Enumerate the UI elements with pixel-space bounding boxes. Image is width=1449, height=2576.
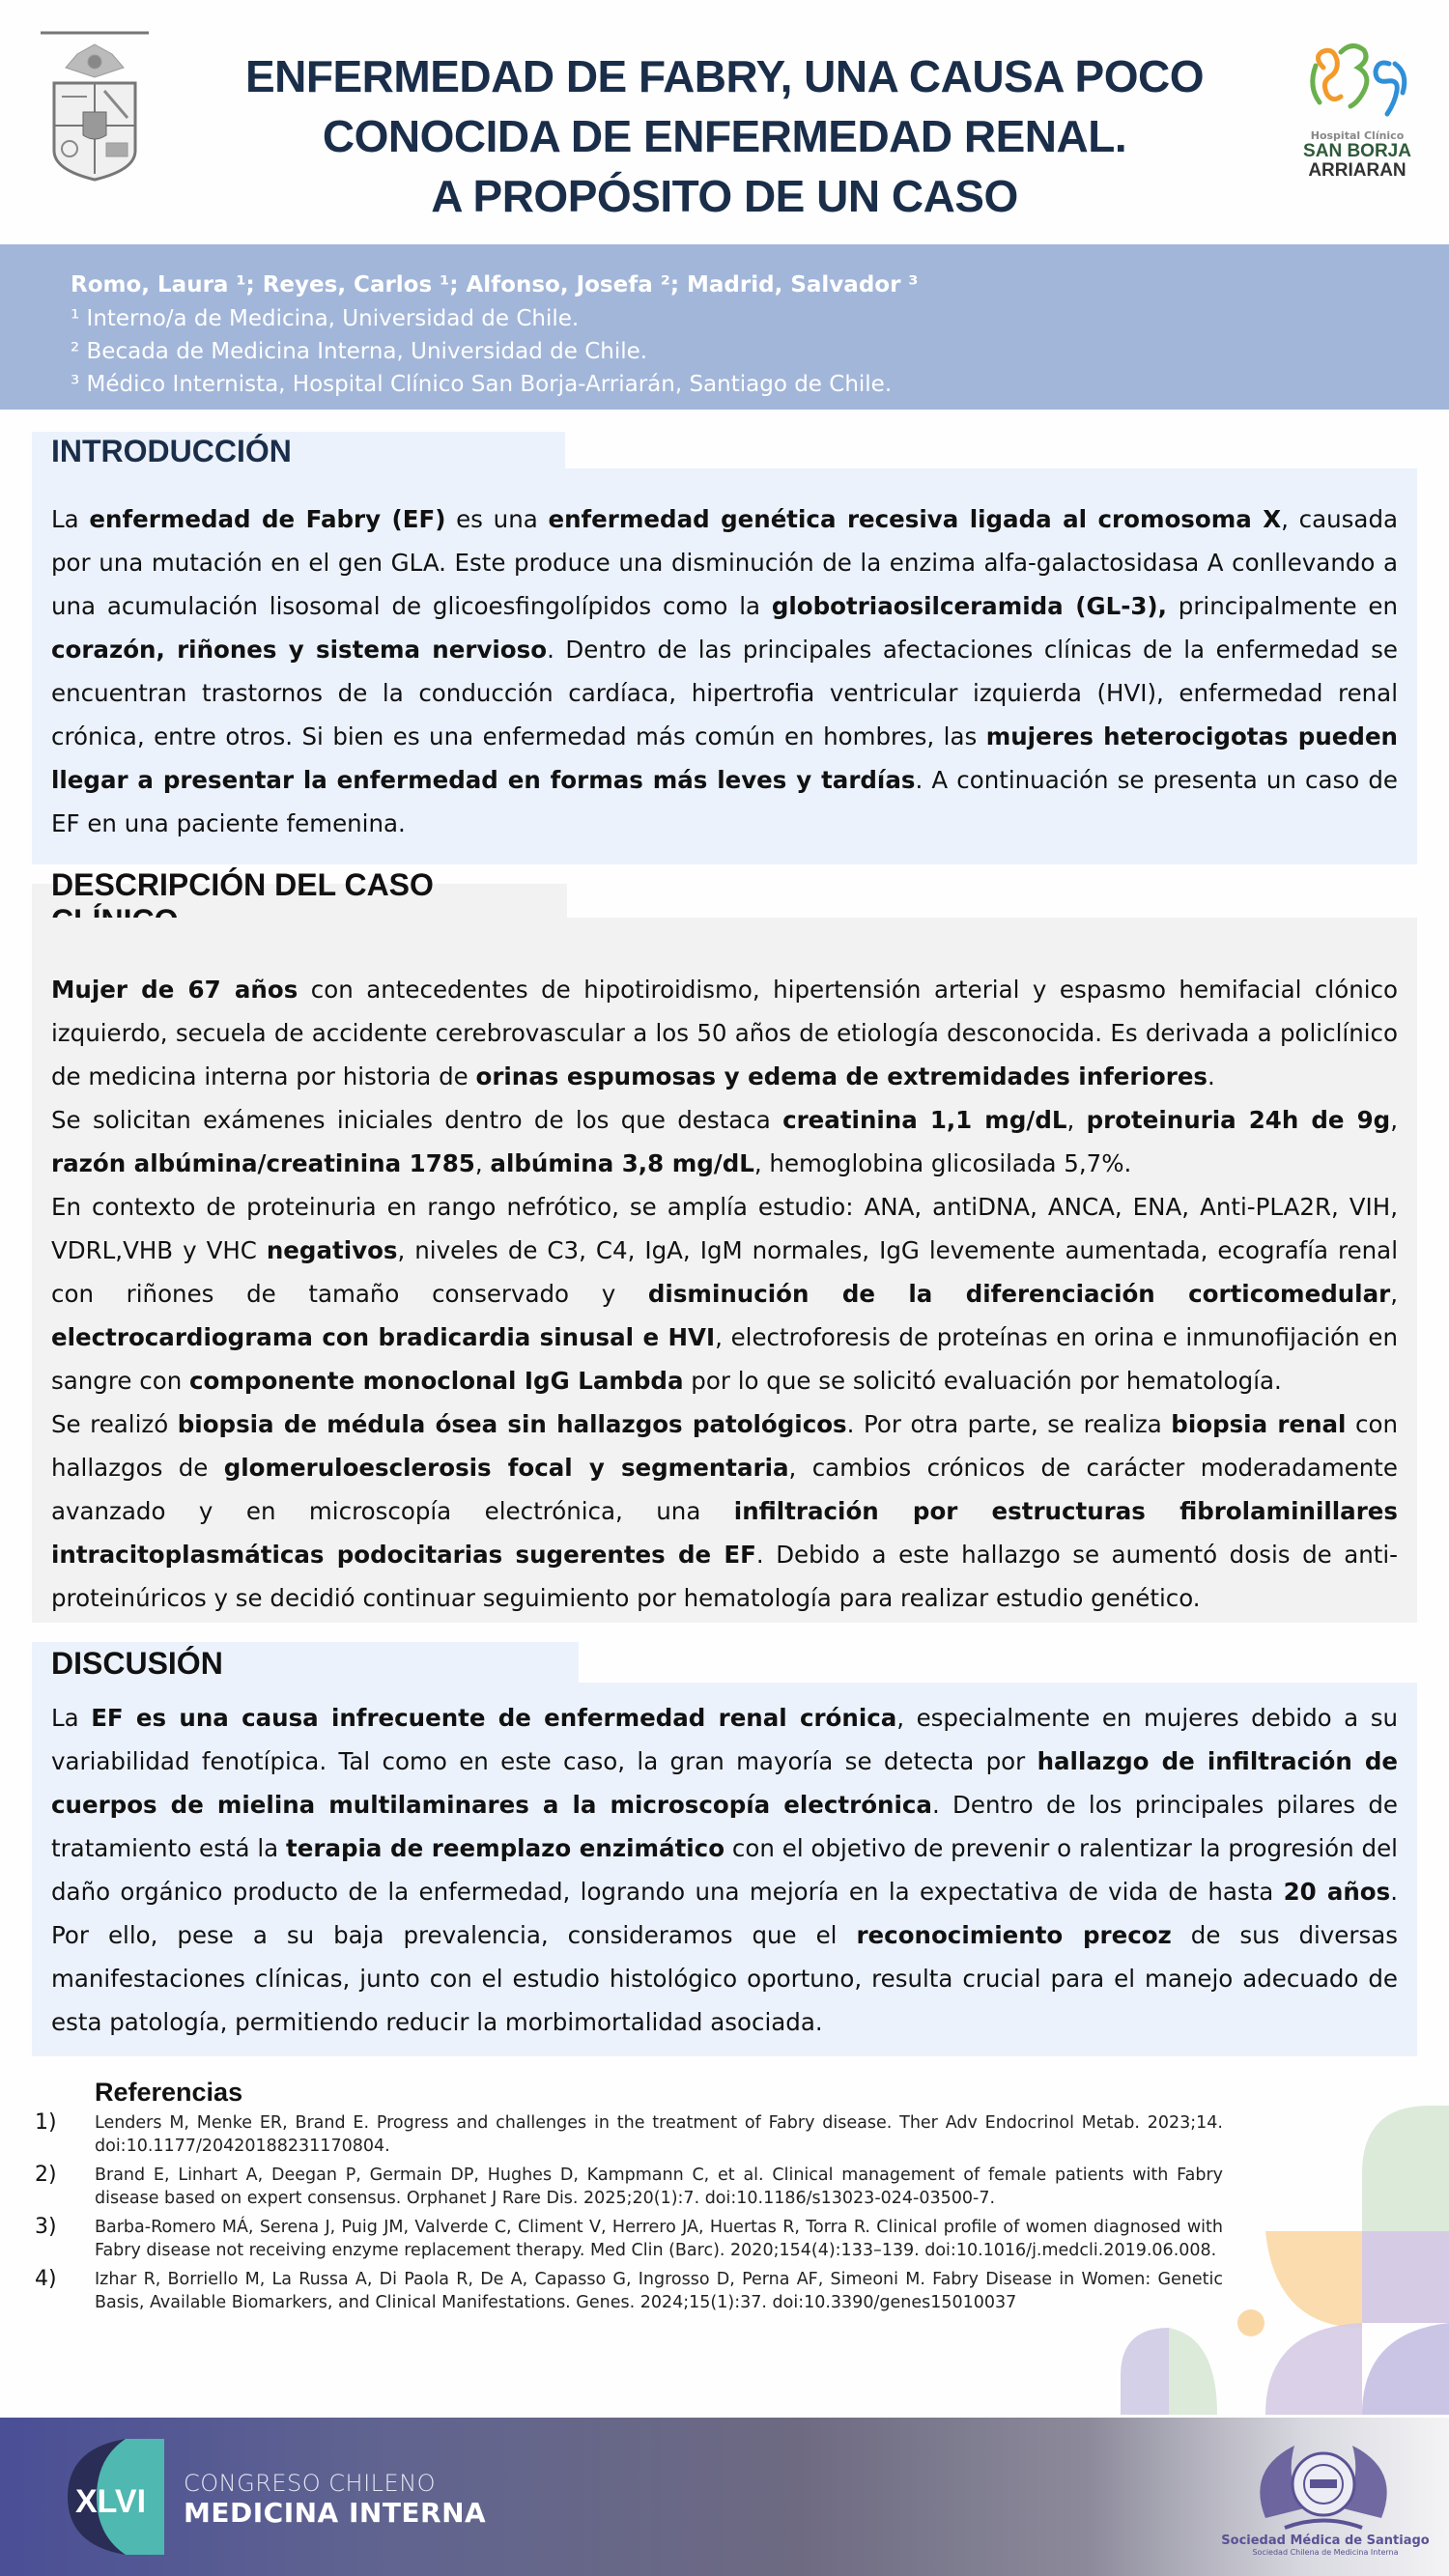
hospital-logo-line3: ARRIARAN (1308, 160, 1406, 181)
text-run: , (1390, 1280, 1398, 1308)
text-run: En contexto de proteinuria en rango nefrótico, se amplía estudio: ANA, antiDNA, ANCA, ENA, Anti-PLA2R, VIH, VDRL,VHB y VHC (51, 1193, 1398, 1264)
text-run: , electroforesis de proteínas en orina e inmunofijación en sangre con (51, 1323, 1398, 1395)
emphasized-text: terapia de reemplazo enzimático (286, 1834, 725, 1862)
emphasized-text: glomeruloesclerosis focal y segmentaria (223, 1454, 789, 1482)
emphasized-text: electrocardiograma con bradicardia sinusal e HVI (51, 1323, 716, 1351)
reference-number: 2) (35, 2163, 57, 2187)
society-subtitle: Sociedad Chilena de Medicina Interna (1252, 2548, 1399, 2557)
reference-number: 1) (35, 2110, 57, 2135)
references-title: Referencias (95, 2078, 243, 2107)
affiliation-2: ² Becada de Medicina Interna, Universidad de Chile. (71, 339, 648, 364)
society-name-line: Sociedad Médica de Santiago (1221, 2534, 1430, 2548)
emphasized-text: biopsia renal (1171, 1410, 1347, 1438)
text-run: con antecedentes de hipotiroidismo, hipertensión arterial y espasmo hemifacial clónico izquierdo, secuela de accidente cerebrovascular a los 50 años de etiología desconocida. Es derivada a policlínico de medicina interna por historia de (51, 976, 1398, 1090)
introduction-section (32, 468, 1417, 864)
case-paragraph (51, 1185, 1398, 1402)
discussion-section (32, 1683, 1417, 2056)
text-run: . A continuación se presenta un caso de EF en una paciente femenina. (51, 766, 1398, 837)
poster-title (193, 46, 1256, 226)
congress-footer-banner (0, 2418, 1449, 2576)
reference-number: 4) (35, 2267, 57, 2291)
emphasized-text: enfermedad de Fabry (EF) (89, 505, 446, 533)
congress-line-2: MEDICINA INTERNA (184, 2497, 487, 2529)
text-run: . Dentro de las principales afectaciones clínicas de la enfermedad se encuentran trastornos de la conducción cardíaca, hipertrofia ventricular izquierda (HVI), enfermedad renal crónica, entre otros. Si bien es una enfermedad más común en hombres, las (51, 636, 1398, 750)
society-name (1219, 2534, 1432, 2557)
reference-item (35, 2164, 1233, 2210)
emphasized-text: creatinina 1,1 mg/dL (782, 1106, 1067, 1134)
hospital-logo-line1: Hospital Clínico (1310, 129, 1405, 142)
case-text (51, 968, 1398, 1620)
poster-header (0, 0, 1449, 244)
text-run: por lo que se solicitó evaluación por hematología. (683, 1367, 1282, 1395)
case-paragraph (51, 1098, 1398, 1185)
text-run: Se solicitan exámenes iniciales dentro de los que destaca (51, 1106, 783, 1134)
emphasized-text: disminución de la diferenciación corticomedular (647, 1280, 1391, 1308)
section-heading-introduction: INTRODUCCIÓN (32, 432, 565, 470)
references-section (35, 2075, 1233, 2314)
emphasized-text: componente monoclonal IgG Lambda (189, 1367, 684, 1395)
title-line-3: A PROPÓSITO DE UN CASO (431, 171, 1018, 221)
hospital-figures-icon (1294, 39, 1420, 126)
emphasized-text: infiltración por estructuras fibrolaminillares intracitoplasmáticas podocitarias sugerentes de EF (51, 1497, 1398, 1569)
title-line-1: ENFERMEDAD DE FABRY, UNA CAUSA POCO (244, 51, 1204, 101)
reference-text: Izhar R, Borriello M, La Russa A, Di Paola R, De A, Capasso G, Ingrosso D, Perna AF, Simeoni M. Fabry Disease in Women: Genetic Basis, Available Biomarkers, and Clinical Manifestations. Genes. 2024;15(1):37. doi:10.3390/genes15010037 (95, 2270, 1223, 2312)
case-section (32, 918, 1417, 1623)
emphasized-text: Mujer de 67 años (51, 976, 298, 1004)
congress-crescent-logo-icon (58, 2429, 174, 2564)
discussion-text (51, 1696, 1398, 2044)
text-run: . (1208, 1062, 1215, 1090)
case-paragraph (51, 968, 1398, 1098)
emphasized-text: globotriaosilceramida (GL-3), (771, 592, 1167, 620)
emphasized-text: proteinuria 24h de 9g (1086, 1106, 1391, 1134)
text-run: , niveles de C3, C4, IgA, IgM normales, IgG levemente aumentada, ecografía renal con riñones de tamaño conservado y (51, 1236, 1398, 1308)
emphasized-text: reconocimiento precoz (856, 1921, 1172, 1949)
congress-numeral: XLVI (75, 2483, 147, 2520)
emphasized-text: orinas espumosas y edema de extremidades inferiores (475, 1062, 1208, 1090)
text-run: principalmente en (1166, 592, 1398, 620)
text-run: , (1390, 1106, 1398, 1134)
congress-line-1: CONGRESO CHILENO (184, 2470, 437, 2497)
emphasized-text: mujeres heterocigotas pueden llegar a presentar la enfermedad en formas más leves y tardías (51, 722, 1398, 794)
emphasized-text: corazón, riñones y sistema nervioso (51, 636, 548, 664)
reference-item (35, 2268, 1233, 2314)
emphasized-text: 20 años (1283, 1878, 1391, 1906)
emphasized-text: razón albúmina/creatinina 1785 (51, 1149, 475, 1177)
reference-item (35, 2111, 1233, 2158)
emphasized-text: EF es una causa infrecuente de enfermedad renal crónica (91, 1704, 897, 1732)
text-run: , cambios crónicos de carácter moderadamente avanzado y en microscopía electrónica, una (51, 1454, 1398, 1525)
emphasized-text: negativos (266, 1236, 398, 1264)
emphasized-text: enfermedad genética recesiva ligada al cromosoma X (548, 505, 1282, 533)
universidad-de-chile-crest-icon (41, 29, 162, 184)
text-run: . Debido a este hallazgo se aumentó dosis de anti-proteinúricos y se decidió continuar seguimiento por hematología para realizar estudio genético. (51, 1541, 1399, 1612)
introduction-text (51, 497, 1398, 845)
text-run: Se realizó (51, 1410, 178, 1438)
reference-text: Barba-Romero MÁ, Serena J, Puig JM, Valverde C, Climent V, Herrero JA, Huertas R, Torra R. Clinical profile of women diagnosed with Fabry disease not receiving enzyme replacement therapy. Med Clin (Barc). 2020;154(4):133–139. doi:10.1016/j.medcli.2019.06.008. (95, 2218, 1223, 2260)
text-run: , (474, 1149, 491, 1177)
hospital-logo (1294, 39, 1420, 184)
author-names: Romo, Laura ¹; Reyes, Carlos ¹; Alfonso, Josefa ²; Madrid, Salvador ³ (71, 272, 919, 297)
text-run: de sus diversas manifestaciones clínicas, junto con el estudio histológico oportuno, resulta crucial para el manejo adecuado de esta patología, permitiendo reducir la morbimortalidad asociada. (51, 1921, 1398, 2036)
authors-band (0, 244, 1449, 410)
text-run: , hemoglobina glicosilada 5,7%. (753, 1149, 1132, 1177)
text-run: . Por otra parte, se realiza (846, 1410, 1172, 1438)
text-run: La (51, 505, 90, 533)
text-run: . Por ello, pese a su baja prevalencia, consideramos que el (51, 1878, 1398, 1949)
reference-text: Brand E, Linhart A, Deegan P, Germain DP, Hughes D, Kampmann C, et al. Clinical management of female patients with Fabry disease based on expert consensus. Orphanet J Rare Dis. 2025;20(1):7. doi:10.1186/s13023-024-03500-7. (95, 2166, 1223, 2208)
text-run: . Dentro de los principales pilares de tratamiento está la (51, 1791, 1399, 1862)
affiliation-3: ³ Médico Internista, Hospital Clínico San Borja-Arriarán, Santiago de Chile. (71, 372, 893, 397)
reference-item (35, 2216, 1233, 2262)
section-heading-discussion: DISCUSIÓN (32, 1642, 579, 1684)
emphasized-text: hallazgo de infiltración de cuerpos de mielina multilaminares a la microscopía electrónica (51, 1747, 1399, 1819)
text-run: , (1066, 1106, 1087, 1134)
affiliation-1: ¹ Interno/a de Medicina, Universidad de Chile. (71, 306, 580, 331)
text-run: , especialmente en mujeres debido a su variabilidad fenotípica. Tal como en este caso, la gran mayoría se detecta por (51, 1704, 1398, 1775)
text-run: , causada por una mutación en el gen GLA. Este produce una disminución de la enzima alfa-galactosidasa A conllevando a una acumulación lisosomal de glicoesfingolípidos como la (51, 505, 1399, 620)
emphasized-text: biopsia de médula ósea sin hallazgos patológicos (177, 1410, 847, 1438)
text-run: es una (445, 505, 549, 533)
hospital-logo-line2: SAN BORJA (1303, 141, 1411, 161)
text-run: con el objetivo de prevenir o ralentizar la progresión del daño orgánico producto de la enfermedad, logrando una mejoría en la expectativa de vida de hasta (51, 1834, 1398, 1906)
text-run: La (51, 1704, 92, 1732)
title-line-2: CONOCIDA DE ENFERMEDAD RENAL. (322, 111, 1127, 161)
reference-number: 3) (35, 2215, 57, 2239)
case-paragraph (51, 1402, 1398, 1620)
section-heading-case: DESCRIPCIÓN DEL CASO (32, 884, 567, 922)
emphasized-text: albúmina 3,8 mg/dL (490, 1149, 754, 1177)
text-run: con hallazgos de (51, 1410, 1398, 1482)
reference-text: Lenders M, Menke ER, Brand E. Progress and challenges in the treatment of Fabry disease. Ther Adv Endocrinol Metab. 2023;14. doi:10.1177/20420188231170804. (95, 2113, 1223, 2156)
congress-name (184, 2470, 486, 2529)
